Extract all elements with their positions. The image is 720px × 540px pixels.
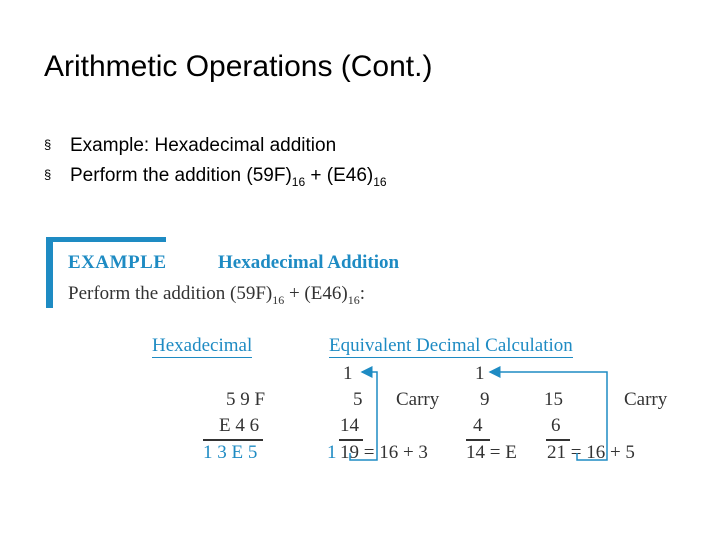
carry-arrow-right bbox=[490, 372, 607, 460]
dec-right-b1: 15 bbox=[544, 389, 563, 410]
dec-right-b2: 6 bbox=[551, 415, 561, 436]
example-label: EXAMPLE bbox=[68, 252, 167, 273]
hex-row-2: E 4 6 bbox=[219, 415, 260, 436]
hex-row-1: 5 9 F bbox=[226, 389, 266, 410]
dec-left-result: 19 = 16 + 3 bbox=[340, 442, 428, 463]
subscript: 16 bbox=[291, 174, 306, 189]
prompt-end: : bbox=[359, 283, 365, 304]
bullet-marker: § bbox=[44, 137, 52, 152]
dec-right-a1: 9 bbox=[480, 389, 490, 410]
prompt-text: Perform the addition (59F) bbox=[68, 283, 273, 304]
bullet-marker: § bbox=[44, 167, 52, 182]
header-hexadecimal: Hexadecimal bbox=[152, 335, 253, 356]
dec-right-a-result: 14 = E bbox=[466, 442, 517, 463]
header-decimal-calculation: Equivalent Decimal Calculation bbox=[329, 335, 573, 356]
example-title: Hexadecimal Addition bbox=[218, 252, 400, 273]
dec-right-carry-label: Carry bbox=[624, 389, 668, 410]
dec-left-carry: 1 bbox=[343, 363, 353, 384]
bullet-text: Perform the addition (59F) bbox=[70, 165, 292, 186]
carry-arrow-left bbox=[350, 372, 377, 460]
subscript: 16 bbox=[347, 292, 360, 307]
dec-left-carry-label: Carry bbox=[396, 389, 440, 410]
dec-left-result-prefix: 1 bbox=[327, 442, 337, 463]
dec-right-carry: 1 bbox=[475, 363, 485, 384]
dec-left-row2: 14 bbox=[340, 415, 359, 436]
bullet-text: Example: Hexadecimal addition bbox=[70, 135, 337, 156]
prompt-mid: + (E46) bbox=[284, 283, 348, 304]
subscript: 16 bbox=[373, 174, 387, 189]
dec-left-row1: 5 bbox=[353, 389, 363, 410]
bullet-text-mid: + (E46) bbox=[305, 165, 374, 186]
slide-title: Arithmetic Operations (Cont.) bbox=[44, 50, 433, 83]
dec-right-b-result: 21 = 16 + 5 bbox=[547, 442, 635, 463]
dec-right-a2: 4 bbox=[473, 415, 483, 436]
hex-result: 1 3 E 5 bbox=[203, 442, 258, 463]
subscript: 16 bbox=[272, 292, 285, 307]
